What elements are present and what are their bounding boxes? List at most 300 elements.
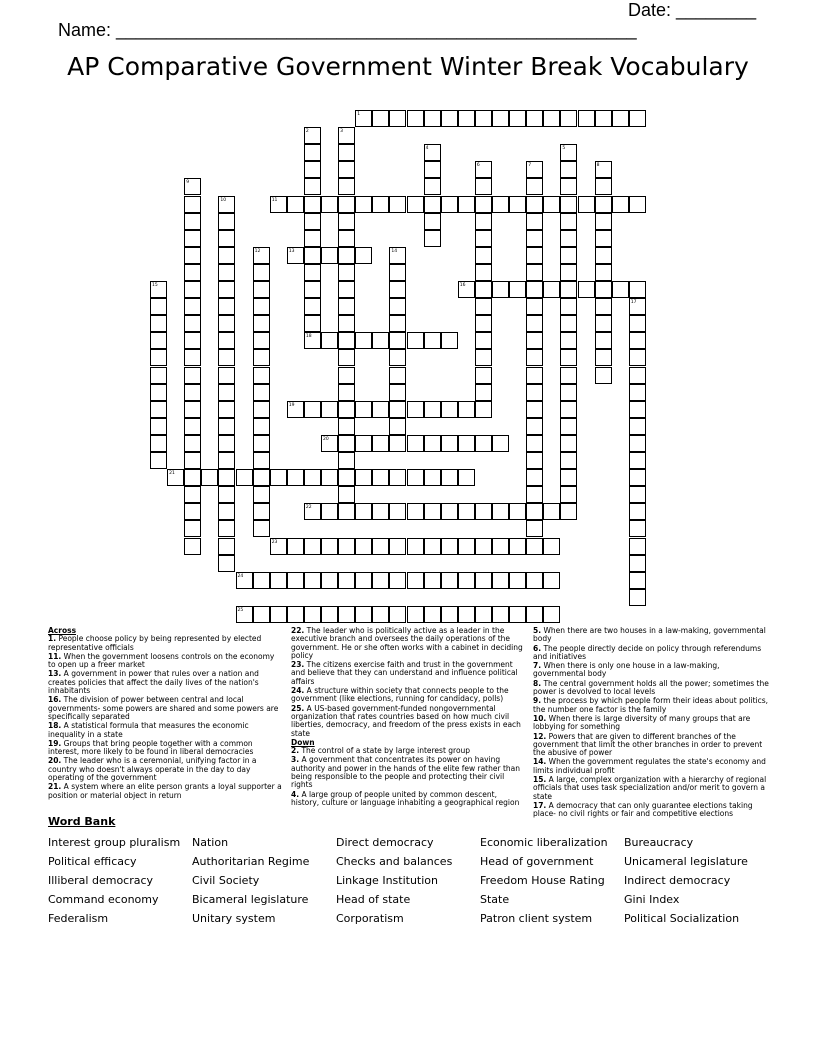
crossword-cell[interactable] — [321, 332, 338, 349]
crossword-cell[interactable] — [526, 247, 543, 264]
crossword-cell[interactable] — [526, 110, 543, 127]
crossword-cell[interactable] — [458, 503, 475, 520]
crossword-cell[interactable] — [218, 230, 235, 247]
crossword-cell[interactable] — [372, 538, 389, 555]
crossword-cell[interactable] — [475, 281, 492, 298]
crossword-cell[interactable] — [424, 196, 441, 213]
crossword-cell[interactable] — [355, 606, 372, 623]
crossword-cell[interactable] — [475, 178, 492, 195]
crossword-cell[interactable] — [150, 315, 167, 332]
crossword-cell[interactable] — [612, 110, 629, 127]
crossword-cell[interactable] — [560, 264, 577, 281]
crossword-cell[interactable] — [424, 213, 441, 230]
crossword-cell[interactable] — [218, 213, 235, 230]
crossword-cell[interactable] — [543, 281, 560, 298]
crossword-cell[interactable] — [218, 538, 235, 555]
crossword-cell[interactable] — [560, 161, 577, 178]
crossword-cell[interactable] — [458, 469, 475, 486]
crossword-cell[interactable] — [304, 606, 321, 623]
crossword-cell[interactable] — [560, 315, 577, 332]
crossword-cell[interactable] — [338, 315, 355, 332]
crossword-cell[interactable] — [184, 281, 201, 298]
crossword-cell[interactable] — [407, 606, 424, 623]
crossword-cell[interactable] — [355, 538, 372, 555]
crossword-cell[interactable] — [441, 469, 458, 486]
crossword-cell[interactable] — [475, 110, 492, 127]
crossword-cell[interactable] — [218, 349, 235, 366]
crossword-cell[interactable] — [543, 538, 560, 555]
crossword-cell[interactable] — [287, 469, 304, 486]
crossword-cell[interactable] — [167, 469, 184, 486]
crossword-cell[interactable] — [338, 469, 355, 486]
crossword-cell[interactable] — [184, 264, 201, 281]
crossword-cell[interactable] — [355, 110, 372, 127]
crossword-cell[interactable] — [526, 503, 543, 520]
crossword-cell[interactable] — [184, 418, 201, 435]
crossword-cell[interactable] — [218, 264, 235, 281]
crossword-cell[interactable] — [492, 503, 509, 520]
crossword-cell[interactable] — [526, 538, 543, 555]
crossword-cell[interactable] — [355, 247, 372, 264]
crossword-cell[interactable] — [526, 281, 543, 298]
crossword-cell[interactable] — [389, 196, 406, 213]
crossword-cell[interactable] — [287, 538, 304, 555]
crossword-cell[interactable] — [407, 332, 424, 349]
crossword-cell[interactable] — [218, 298, 235, 315]
crossword-cell[interactable] — [629, 315, 646, 332]
crossword-cell[interactable] — [595, 298, 612, 315]
crossword-cell[interactable] — [389, 315, 406, 332]
crossword-cell[interactable] — [184, 230, 201, 247]
crossword-cell[interactable] — [389, 418, 406, 435]
crossword-cell[interactable] — [304, 127, 321, 144]
crossword-cell[interactable] — [458, 196, 475, 213]
crossword-cell[interactable] — [270, 469, 287, 486]
name-field[interactable]: Name: ____________________________________________________ — [58, 20, 637, 40]
crossword-cell[interactable] — [150, 435, 167, 452]
crossword-cell[interactable] — [287, 606, 304, 623]
crossword-cell[interactable] — [321, 503, 338, 520]
crossword-cell[interactable] — [560, 384, 577, 401]
crossword-cell[interactable] — [321, 247, 338, 264]
crossword-cell[interactable] — [407, 435, 424, 452]
crossword-cell[interactable] — [304, 178, 321, 195]
crossword-cell[interactable] — [372, 110, 389, 127]
crossword-cell[interactable] — [475, 247, 492, 264]
crossword-cell[interactable] — [595, 367, 612, 384]
crossword-cell[interactable] — [629, 110, 646, 127]
crossword-cell[interactable] — [218, 281, 235, 298]
crossword-cell[interactable] — [253, 486, 270, 503]
crossword-cell[interactable] — [526, 418, 543, 435]
crossword-cell[interactable] — [509, 572, 526, 589]
crossword-cell[interactable] — [526, 161, 543, 178]
crossword-cell[interactable] — [578, 110, 595, 127]
crossword-cell[interactable] — [526, 435, 543, 452]
crossword-cell[interactable] — [629, 589, 646, 606]
crossword-cell[interactable] — [543, 110, 560, 127]
crossword-cell[interactable] — [253, 281, 270, 298]
crossword-cell[interactable] — [509, 281, 526, 298]
crossword-cell[interactable] — [184, 435, 201, 452]
crossword-cell[interactable] — [372, 332, 389, 349]
crossword-cell[interactable] — [218, 486, 235, 503]
crossword-cell[interactable] — [338, 418, 355, 435]
crossword-cell[interactable] — [287, 247, 304, 264]
crossword-cell[interactable] — [321, 572, 338, 589]
crossword-cell[interactable] — [338, 161, 355, 178]
crossword-cell[interactable] — [475, 196, 492, 213]
crossword-cell[interactable] — [629, 196, 646, 213]
crossword-cell[interactable] — [424, 538, 441, 555]
crossword-cell[interactable] — [424, 435, 441, 452]
crossword-cell[interactable] — [389, 572, 406, 589]
crossword-cell[interactable] — [492, 110, 509, 127]
crossword-cell[interactable] — [475, 367, 492, 384]
crossword-cell[interactable] — [509, 538, 526, 555]
crossword-cell[interactable] — [441, 572, 458, 589]
crossword-cell[interactable] — [492, 572, 509, 589]
crossword-cell[interactable] — [424, 230, 441, 247]
crossword-cell[interactable] — [629, 332, 646, 349]
crossword-cell[interactable] — [595, 161, 612, 178]
crossword-cell[interactable] — [526, 264, 543, 281]
crossword-cell[interactable] — [338, 281, 355, 298]
crossword-cell[interactable] — [236, 469, 253, 486]
crossword-cell[interactable] — [338, 178, 355, 195]
crossword-cell[interactable] — [526, 213, 543, 230]
crossword-cell[interactable] — [338, 298, 355, 315]
crossword-cell[interactable] — [253, 469, 270, 486]
crossword-cell[interactable] — [389, 538, 406, 555]
crossword-cell[interactable] — [253, 298, 270, 315]
crossword-cell[interactable] — [475, 315, 492, 332]
crossword-cell[interactable] — [595, 281, 612, 298]
crossword-cell[interactable] — [424, 332, 441, 349]
crossword-cell[interactable] — [372, 503, 389, 520]
crossword-cell[interactable] — [321, 435, 338, 452]
crossword-cell[interactable] — [441, 196, 458, 213]
crossword-cell[interactable] — [407, 469, 424, 486]
crossword-cell[interactable] — [253, 401, 270, 418]
crossword-cell[interactable] — [526, 315, 543, 332]
crossword-cell[interactable] — [304, 281, 321, 298]
crossword-cell[interactable] — [492, 606, 509, 623]
crossword-cell[interactable] — [560, 486, 577, 503]
crossword-cell[interactable] — [560, 332, 577, 349]
crossword-cell[interactable] — [150, 332, 167, 349]
crossword-cell[interactable] — [389, 469, 406, 486]
crossword-cell[interactable] — [595, 349, 612, 366]
crossword-cell[interactable] — [338, 538, 355, 555]
crossword-cell[interactable] — [304, 230, 321, 247]
crossword-cell[interactable] — [389, 367, 406, 384]
crossword-cell[interactable] — [201, 469, 218, 486]
crossword-cell[interactable] — [543, 606, 560, 623]
crossword-cell[interactable] — [236, 606, 253, 623]
crossword-cell[interactable] — [184, 401, 201, 418]
crossword-cell[interactable] — [218, 196, 235, 213]
crossword-cell[interactable] — [560, 196, 577, 213]
crossword-cell[interactable] — [389, 281, 406, 298]
crossword-cell[interactable] — [560, 469, 577, 486]
crossword-cell[interactable] — [389, 110, 406, 127]
crossword-cell[interactable] — [355, 196, 372, 213]
crossword-cell[interactable] — [629, 384, 646, 401]
crossword-cell[interactable] — [150, 367, 167, 384]
crossword-cell[interactable] — [253, 264, 270, 281]
crossword-cell[interactable] — [595, 196, 612, 213]
crossword-cell[interactable] — [526, 401, 543, 418]
crossword-cell[interactable] — [304, 538, 321, 555]
crossword-cell[interactable] — [424, 572, 441, 589]
crossword-cell[interactable] — [407, 401, 424, 418]
crossword-cell[interactable] — [304, 247, 321, 264]
crossword-cell[interactable] — [253, 452, 270, 469]
crossword-cell[interactable] — [629, 401, 646, 418]
crossword-cell[interactable] — [389, 349, 406, 366]
crossword-cell[interactable] — [270, 572, 287, 589]
crossword-cell[interactable] — [355, 503, 372, 520]
crossword-cell[interactable] — [355, 469, 372, 486]
crossword-cell[interactable] — [629, 298, 646, 315]
crossword-cell[interactable] — [389, 247, 406, 264]
crossword-cell[interactable] — [543, 572, 560, 589]
crossword-cell[interactable] — [338, 349, 355, 366]
crossword-cell[interactable] — [372, 606, 389, 623]
crossword-cell[interactable] — [629, 281, 646, 298]
crossword-cell[interactable] — [270, 606, 287, 623]
crossword-cell[interactable] — [253, 332, 270, 349]
crossword-cell[interactable] — [338, 332, 355, 349]
crossword-cell[interactable] — [253, 572, 270, 589]
crossword-cell[interactable] — [184, 367, 201, 384]
crossword-cell[interactable] — [236, 572, 253, 589]
crossword-cell[interactable] — [526, 452, 543, 469]
crossword-cell[interactable] — [338, 606, 355, 623]
crossword-cell[interactable] — [475, 332, 492, 349]
crossword-cell[interactable] — [458, 281, 475, 298]
crossword-cell[interactable] — [578, 196, 595, 213]
crossword-cell[interactable] — [441, 110, 458, 127]
crossword-cell[interactable] — [509, 110, 526, 127]
crossword-cell[interactable] — [372, 435, 389, 452]
crossword-cell[interactable] — [150, 401, 167, 418]
crossword-cell[interactable] — [441, 332, 458, 349]
crossword-cell[interactable] — [304, 503, 321, 520]
crossword-cell[interactable] — [304, 469, 321, 486]
crossword-cell[interactable] — [560, 503, 577, 520]
crossword-cell[interactable] — [407, 538, 424, 555]
crossword-cell[interactable] — [218, 435, 235, 452]
crossword-cell[interactable] — [184, 349, 201, 366]
crossword-cell[interactable] — [560, 367, 577, 384]
crossword-cell[interactable] — [184, 503, 201, 520]
crossword-cell[interactable] — [475, 572, 492, 589]
crossword-cell[interactable] — [218, 418, 235, 435]
crossword-cell[interactable] — [526, 469, 543, 486]
crossword-cell[interactable] — [304, 401, 321, 418]
crossword-cell[interactable] — [560, 144, 577, 161]
crossword-cell[interactable] — [560, 452, 577, 469]
crossword-cell[interactable] — [389, 606, 406, 623]
crossword-cell[interactable] — [253, 520, 270, 537]
crossword-cell[interactable] — [304, 213, 321, 230]
crossword-cell[interactable] — [424, 401, 441, 418]
crossword-cell[interactable] — [338, 486, 355, 503]
crossword-cell[interactable] — [629, 367, 646, 384]
crossword-cell[interactable] — [304, 196, 321, 213]
crossword-cell[interactable] — [560, 213, 577, 230]
crossword-cell[interactable] — [150, 281, 167, 298]
crossword-cell[interactable] — [304, 264, 321, 281]
crossword-cell[interactable] — [595, 264, 612, 281]
crossword-cell[interactable] — [304, 572, 321, 589]
crossword-cell[interactable] — [372, 469, 389, 486]
crossword-cell[interactable] — [389, 298, 406, 315]
crossword-cell[interactable] — [355, 401, 372, 418]
crossword-cell[interactable] — [355, 435, 372, 452]
crossword-cell[interactable] — [338, 230, 355, 247]
crossword-cell[interactable] — [492, 435, 509, 452]
date-field[interactable]: Date: ________ — [628, 0, 757, 20]
crossword-cell[interactable] — [184, 298, 201, 315]
crossword-cell[interactable] — [338, 384, 355, 401]
crossword-cell[interactable] — [304, 144, 321, 161]
crossword-cell[interactable] — [595, 230, 612, 247]
crossword-cell[interactable] — [475, 213, 492, 230]
crossword-cell[interactable] — [270, 538, 287, 555]
crossword-cell[interactable] — [475, 264, 492, 281]
crossword-cell[interactable] — [184, 213, 201, 230]
crossword-cell[interactable] — [407, 110, 424, 127]
crossword-cell[interactable] — [218, 401, 235, 418]
crossword-cell[interactable] — [526, 606, 543, 623]
crossword-cell[interactable] — [560, 298, 577, 315]
crossword-cell[interactable] — [475, 298, 492, 315]
crossword-cell[interactable] — [287, 401, 304, 418]
crossword-cell[interactable] — [253, 247, 270, 264]
crossword-cell[interactable] — [389, 503, 406, 520]
crossword-cell[interactable] — [338, 367, 355, 384]
crossword-cell[interactable] — [526, 349, 543, 366]
crossword-cell[interactable] — [338, 435, 355, 452]
crossword-cell[interactable] — [184, 196, 201, 213]
crossword-cell[interactable] — [253, 367, 270, 384]
crossword-cell[interactable] — [355, 572, 372, 589]
crossword-cell[interactable] — [150, 452, 167, 469]
crossword-cell[interactable] — [629, 435, 646, 452]
crossword-cell[interactable] — [595, 332, 612, 349]
crossword-cell[interactable] — [321, 196, 338, 213]
crossword-cell[interactable] — [629, 503, 646, 520]
crossword-cell[interactable] — [253, 503, 270, 520]
crossword-cell[interactable] — [458, 606, 475, 623]
crossword-cell[interactable] — [389, 401, 406, 418]
crossword-cell[interactable] — [475, 161, 492, 178]
crossword-cell[interactable] — [526, 230, 543, 247]
crossword-cell[interactable] — [338, 264, 355, 281]
crossword-cell[interactable] — [441, 503, 458, 520]
crossword-cell[interactable] — [355, 332, 372, 349]
crossword-cell[interactable] — [458, 435, 475, 452]
crossword-cell[interactable] — [629, 349, 646, 366]
crossword-cell[interactable] — [218, 367, 235, 384]
crossword-cell[interactable] — [253, 418, 270, 435]
crossword-cell[interactable] — [458, 572, 475, 589]
crossword-cell[interactable] — [321, 469, 338, 486]
crossword-cell[interactable] — [441, 401, 458, 418]
crossword-cell[interactable] — [218, 469, 235, 486]
crossword-cell[interactable] — [629, 418, 646, 435]
crossword-cell[interactable] — [526, 367, 543, 384]
crossword-cell[interactable] — [218, 315, 235, 332]
crossword-cell[interactable] — [424, 161, 441, 178]
crossword-cell[interactable] — [338, 213, 355, 230]
crossword-cell[interactable] — [184, 332, 201, 349]
crossword-cell[interactable] — [184, 538, 201, 555]
crossword-cell[interactable] — [629, 538, 646, 555]
crossword-cell[interactable] — [270, 196, 287, 213]
crossword-cell[interactable] — [629, 555, 646, 572]
crossword-cell[interactable] — [253, 349, 270, 366]
crossword-cell[interactable] — [338, 452, 355, 469]
crossword-cell[interactable] — [560, 349, 577, 366]
crossword-cell[interactable] — [218, 332, 235, 349]
crossword-cell[interactable] — [475, 606, 492, 623]
crossword-cell[interactable] — [458, 110, 475, 127]
crossword-cell[interactable] — [304, 315, 321, 332]
crossword-cell[interactable] — [629, 572, 646, 589]
crossword-cell[interactable] — [475, 503, 492, 520]
crossword-cell[interactable] — [184, 247, 201, 264]
crossword-cell[interactable] — [321, 401, 338, 418]
crossword-cell[interactable] — [321, 538, 338, 555]
crossword-cell[interactable] — [150, 298, 167, 315]
crossword-cell[interactable] — [475, 435, 492, 452]
crossword-cell[interactable] — [560, 401, 577, 418]
crossword-cell[interactable] — [338, 503, 355, 520]
crossword-cell[interactable] — [509, 503, 526, 520]
crossword-cell[interactable] — [218, 452, 235, 469]
crossword-cell[interactable] — [560, 281, 577, 298]
crossword-cell[interactable] — [424, 469, 441, 486]
crossword-cell[interactable] — [287, 196, 304, 213]
crossword-cell[interactable] — [424, 178, 441, 195]
crossword-cell[interactable] — [526, 196, 543, 213]
crossword-cell[interactable] — [338, 196, 355, 213]
crossword-cell[interactable] — [304, 161, 321, 178]
crossword-cell[interactable] — [218, 520, 235, 537]
crossword-cell[interactable] — [526, 298, 543, 315]
crossword-cell[interactable] — [526, 178, 543, 195]
crossword-cell[interactable] — [424, 606, 441, 623]
crossword-cell[interactable] — [509, 196, 526, 213]
crossword-cell[interactable] — [509, 606, 526, 623]
crossword-cell[interactable] — [184, 315, 201, 332]
crossword-cell[interactable] — [560, 110, 577, 127]
crossword-cell[interactable] — [629, 469, 646, 486]
crossword-cell[interactable] — [612, 196, 629, 213]
crossword-cell[interactable] — [560, 230, 577, 247]
crossword-cell[interactable] — [372, 196, 389, 213]
crossword-cell[interactable] — [578, 281, 595, 298]
crossword-cell[interactable] — [253, 606, 270, 623]
crossword-cell[interactable] — [184, 384, 201, 401]
crossword-cell[interactable] — [560, 435, 577, 452]
crossword-cell[interactable] — [492, 196, 509, 213]
crossword-cell[interactable] — [560, 418, 577, 435]
